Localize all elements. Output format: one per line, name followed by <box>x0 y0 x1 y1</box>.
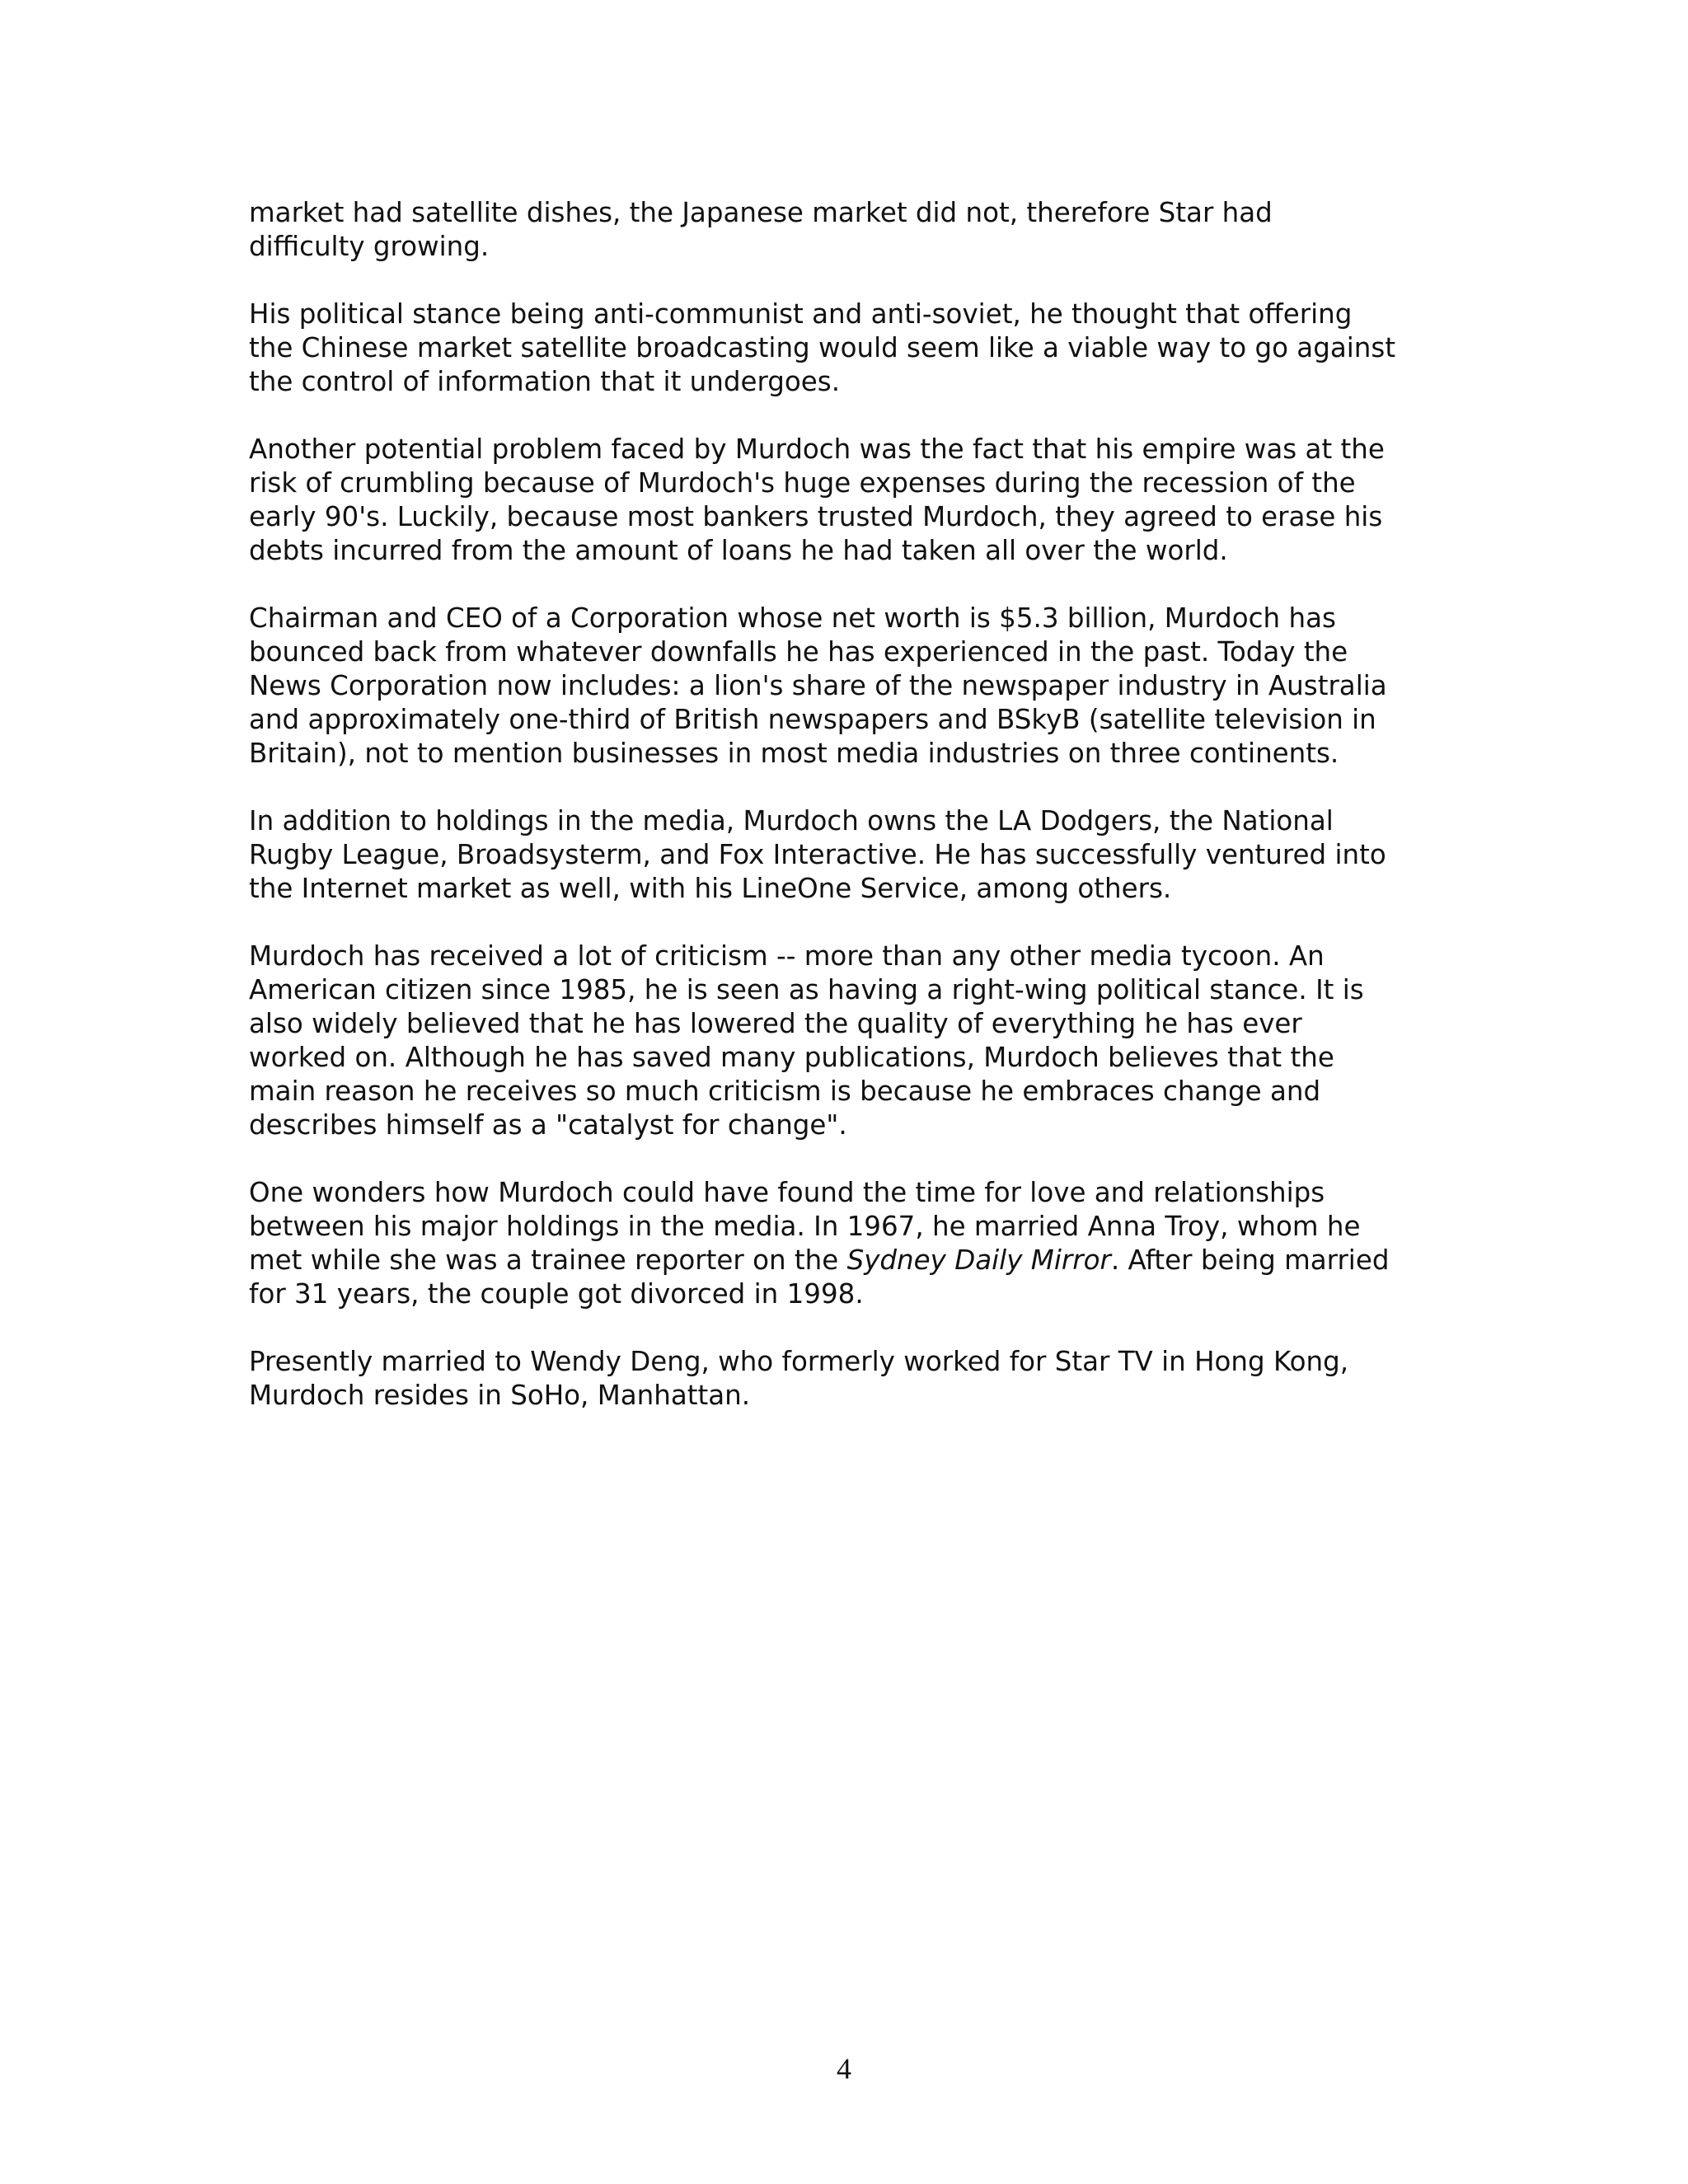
paragraph <box>249 940 1452 1142</box>
body-text <box>249 196 1452 1446</box>
paragraph <box>249 804 1452 906</box>
text-segment: met while she was a trainee reporter on the <box>249 1244 847 1276</box>
paragraph <box>249 433 1452 568</box>
text-line: the Chinese market satellite broadcasting would seem like a viable way to go against <box>249 332 1396 363</box>
text-line: debts incurred from the amount of loans he had taken all over the world. <box>249 535 1228 566</box>
text-line: difficulty growing. <box>249 231 490 262</box>
paragraph <box>249 298 1452 399</box>
text-line: His political stance being anti-communist and anti-soviet, he thought that offering <box>249 298 1353 330</box>
text-line: Murdoch resides in SoHo, Manhattan. <box>249 1380 751 1411</box>
text-line: market had satellite dishes, the Japanese market did not, therefore Star had <box>249 197 1273 228</box>
text-line: main reason he receives so much criticism is because he embraces change and <box>249 1076 1321 1107</box>
text-line: Chairman and CEO of a Corporation whose net worth is $5.3 billion, Murdoch has <box>249 602 1336 634</box>
text-line: between his major holdings in the media. In 1967, he married Anna Troy, whom he <box>249 1211 1361 1242</box>
paragraph <box>249 1176 1452 1311</box>
text-line: and approximately one-third of British newspapers and BSkyB (satellite television in <box>249 704 1376 735</box>
paragraph <box>249 1345 1452 1413</box>
text-line: describes himself as a "catalyst for change". <box>249 1109 847 1141</box>
paragraph <box>249 196 1452 264</box>
text-line: Another potential problem faced by Murdoch was the fact that his empire was at the <box>249 434 1385 465</box>
text-line: early 90's. Luckily, because most bankers trusted Murdoch, they agreed to erase his <box>249 501 1383 532</box>
text-line: News Corporation now includes: a lion's share of the newspaper industry in Australia <box>249 670 1387 701</box>
text-line: Murdoch has received a lot of criticism -- more than any other media tycoon. An <box>249 940 1325 972</box>
text-line: for 31 years, the couple got divorced in 1998. <box>249 1278 864 1310</box>
text-line: In addition to holdings in the media, Murdoch owns the LA Dodgers, the National <box>249 805 1334 837</box>
text-line: Britain), not to mention businesses in most media industries on three continents. <box>249 738 1339 769</box>
paragraph <box>249 602 1452 771</box>
text-line: One wonders how Murdoch could have found the time for love and relationships <box>249 1177 1325 1208</box>
text-line: American citizen since 1985, he is seen as having a right-wing political stance. It is <box>249 974 1364 1005</box>
text-line: also widely believed that he has lowered the quality of everything he has ever <box>249 1008 1302 1039</box>
page-number: 4 <box>837 2052 851 2085</box>
text-line: worked on. Although he has saved many publications, Murdoch believes that the <box>249 1042 1334 1073</box>
text-line: the control of information that it undergoes. <box>249 366 841 397</box>
text-line: Rugby League, Broadsysterm, and Fox Interactive. He has successfully ventured into <box>249 839 1386 870</box>
text-line: bounced back from whatever downfalls he has experienced in the past. Today the <box>249 636 1348 668</box>
text-line: Presently married to Wendy Deng, who formerly worked for Star TV in Hong Kong, <box>249 1346 1349 1377</box>
text-segment: . After being married <box>1110 1244 1390 1276</box>
text-line: the Internet market as well, with his LineOne Service, among others. <box>249 873 1172 904</box>
text-line <box>249 1244 1452 1277</box>
publication-title: Sydney Daily Mirror <box>846 1244 1111 1276</box>
text-line: risk of crumbling because of Murdoch's huge expenses during the recession of the <box>249 467 1356 499</box>
